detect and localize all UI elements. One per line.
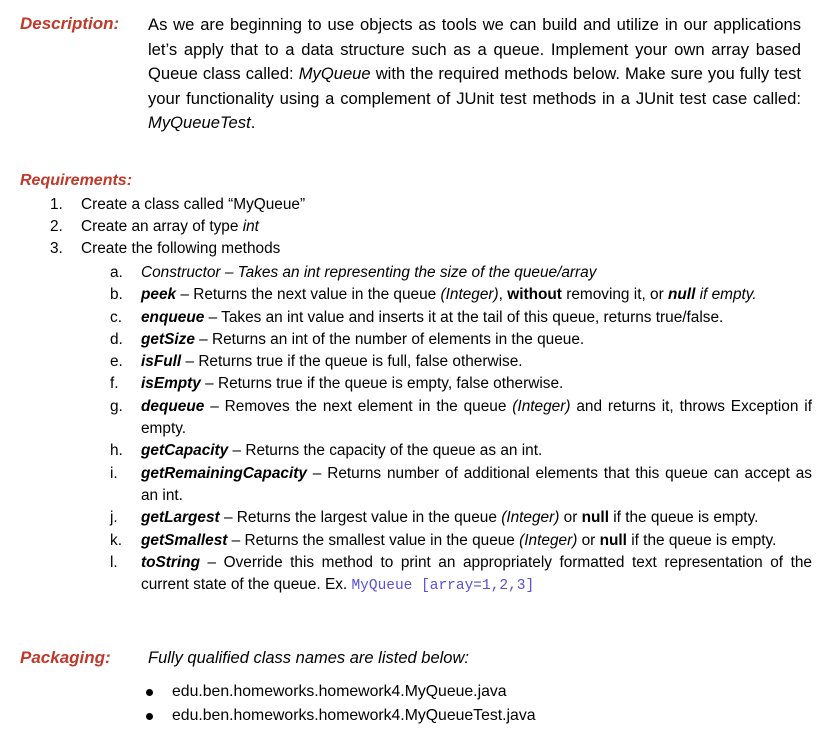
text-run: without — [507, 286, 562, 304]
list-marker: a. — [110, 264, 123, 281]
text-run: (Integer) — [501, 509, 560, 527]
packaging-heading: Packaging: — [20, 648, 111, 667]
method-item — [110, 440, 812, 462]
list-marker: h. — [110, 442, 123, 460]
method-item — [110, 329, 812, 351]
text-run: int — [242, 218, 259, 235]
text-run: removing it, or — [561, 286, 668, 304]
list-marker: b. — [110, 286, 123, 304]
text-run: – Returns number of additional elements that this queue can accept as an int. — [141, 464, 812, 504]
list-marker: 1. — [50, 196, 63, 213]
code-example: MyQueue [array=1,2,3] — [351, 578, 535, 595]
method-name: peek — [141, 286, 177, 304]
text-run: or — [577, 531, 600, 549]
list-marker: j. — [110, 509, 118, 527]
text-run: and returns it, throws Exception if empty. — [141, 397, 812, 438]
method-name: getRemainingCapacity — [141, 464, 307, 482]
method-name: getCapacity — [141, 442, 229, 460]
requirement-item — [50, 194, 305, 216]
text-run: (Integer) — [512, 397, 571, 415]
list-marker: k. — [110, 531, 122, 549]
text-run: Constructor – Takes an int representing the size of the queue/array — [141, 264, 597, 281]
list-marker: c. — [110, 308, 122, 326]
method-name: isEmpty — [141, 375, 201, 393]
description-heading: Description: — [20, 14, 120, 33]
list-marker: g. — [110, 397, 123, 415]
text-run: if the queue is empty. — [608, 509, 759, 527]
package-item — [146, 704, 536, 728]
text-run: – Returns true if the queue is empty, false otherwise. — [200, 375, 564, 393]
package-item — [146, 680, 536, 704]
text-run: – Returns the next value in the queue — [176, 286, 441, 304]
text-run: – Returns the largest value in the queue — [219, 509, 502, 527]
packaging-intro: Fully qualified class names are listed below: — [148, 649, 469, 667]
list-marker: 3. — [50, 240, 63, 257]
methods-list — [110, 262, 812, 597]
method-item — [110, 463, 812, 508]
list-marker: i. — [110, 464, 118, 482]
text-run: (Integer) — [440, 286, 499, 304]
list-marker: 2. — [50, 218, 63, 235]
text-run: MyQueueTest — [148, 113, 251, 132]
text-run: (Integer) — [519, 531, 578, 549]
list-marker: f. — [110, 375, 119, 393]
method-item — [110, 307, 812, 329]
text-run: or — [559, 509, 582, 527]
method-item — [110, 552, 812, 598]
text-run: if the queue is empty. — [626, 531, 777, 549]
package-name: edu.ben.homeworks.homework4.MyQueueTest.java — [172, 707, 536, 724]
method-item — [110, 262, 812, 284]
method-name: dequeue — [141, 397, 205, 415]
method-name: getSize — [141, 330, 195, 348]
method-item — [110, 396, 812, 441]
text-run: – Removes the next element in the queue — [204, 397, 513, 415]
method-name: null — [667, 286, 696, 304]
method-name: isFull — [141, 353, 182, 371]
text-run: if empty. — [695, 286, 757, 304]
list-marker: d. — [110, 330, 123, 348]
method-item — [110, 284, 812, 306]
requirements-list — [50, 194, 305, 260]
method-item — [110, 351, 812, 373]
method-name: getSmallest — [141, 531, 228, 549]
text-run: Create a class called “MyQueue” — [81, 196, 306, 213]
text-run: – Override this method to print an appropriately formatted text representation of the current state of the queue. Ex. — [141, 553, 812, 594]
list-marker: e. — [110, 353, 123, 371]
text-run: , — [498, 286, 508, 304]
method-item — [110, 373, 812, 395]
bullet-icon — [146, 713, 153, 720]
requirement-item — [50, 216, 305, 238]
text-run: Create the following methods — [81, 240, 281, 257]
method-item — [110, 530, 812, 552]
text-run: – Returns the capacity of the queue as an int. — [228, 442, 543, 460]
method-name: toString — [141, 553, 200, 571]
text-run: – Returns true if the queue is full, false otherwise. — [181, 353, 523, 371]
text-run: . — [250, 113, 256, 132]
package-name: edu.ben.homeworks.homework4.MyQueue.java — [172, 683, 507, 700]
packaging-list — [146, 680, 536, 728]
text-run: null — [581, 509, 609, 527]
requirements-heading: Requirements: — [20, 172, 133, 189]
list-marker: l. — [110, 553, 118, 571]
text-run: – Returns an int of the number of elements in the queue. — [194, 330, 585, 348]
method-name: enqueue — [141, 308, 205, 326]
text-run: – Returns the smallest value in the queue — [227, 531, 520, 549]
description-paragraph — [148, 13, 801, 136]
bullet-icon — [146, 689, 153, 696]
text-run: with the required methods below. Make sure you fully test your functionality using a complement of JUnit test methods in a JUnit test case called: — [148, 64, 801, 108]
text-run: – Takes an int value and inserts it at the tail of this queue, returns true/false. — [204, 308, 724, 326]
method-name: getLargest — [141, 509, 220, 527]
text-run: null — [599, 531, 627, 549]
method-item — [110, 507, 812, 529]
text-run: Create an array of type — [81, 218, 243, 235]
requirement-item — [50, 238, 305, 260]
text-run: As we are beginning to use objects as tools we can build and utilize in our applications let’s apply that to a data structure such as a queue. Implement your own array based Queue class called: — [148, 15, 801, 83]
text-run: MyQueue — [298, 64, 371, 83]
